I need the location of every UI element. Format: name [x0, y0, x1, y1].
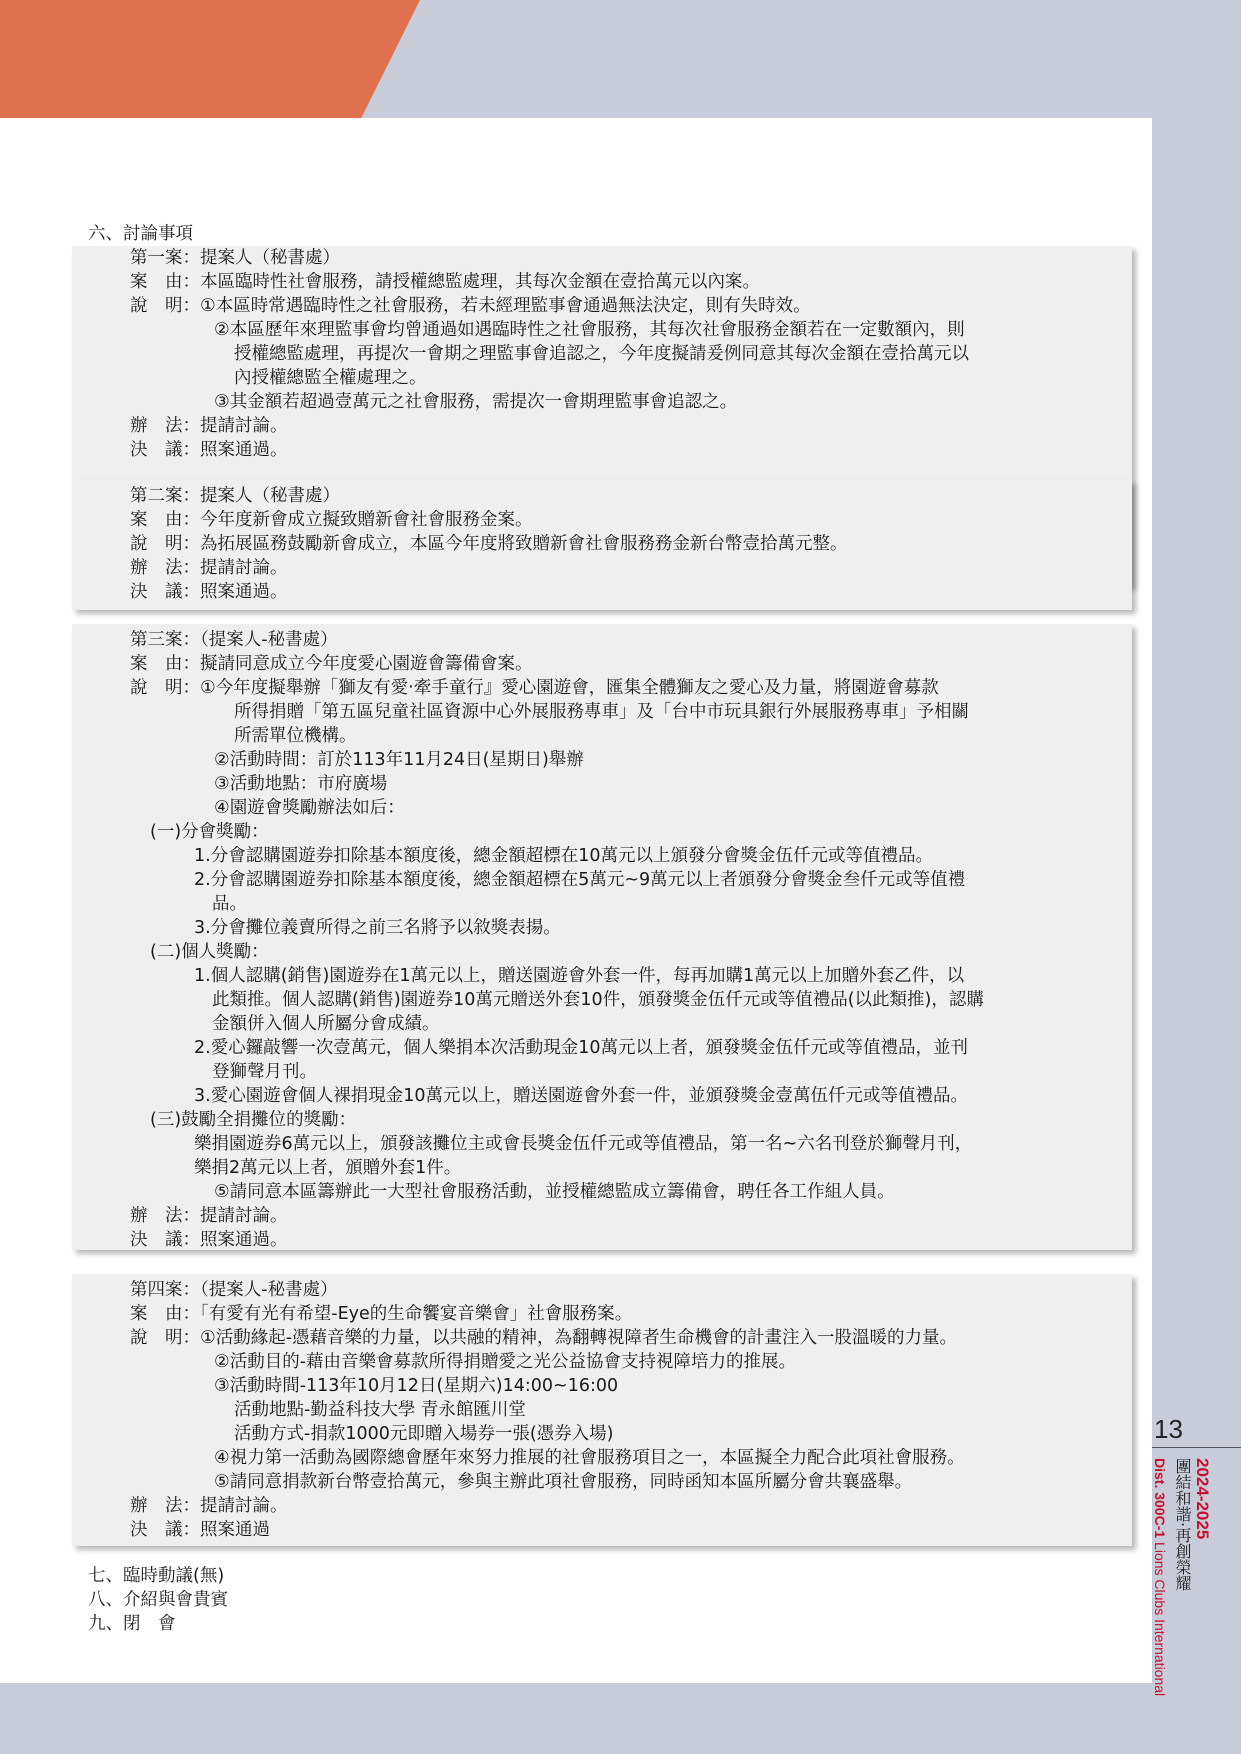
case-3-desc-5: ⑤請同意本區籌辦此一大型社會服務活動，並授權總監成立籌備會，聘任各工作組人員。 — [214, 1182, 895, 1202]
case-4-panel — [72, 1274, 1132, 1546]
case-3-resolution: 決 議：照案通過。 — [130, 1230, 288, 1250]
case-3-award-personal-3: 3.愛心園遊會個人裸捐現金10萬元以上，贈送園遊會外套一件，並頒發獎金壹萬伍仟元或等值禮品。 — [194, 1086, 968, 1106]
case-1-method: 辦 法：提請討論。 — [130, 416, 288, 436]
case-2-method: 辦 法：提請討論。 — [130, 558, 288, 578]
case-1-title: 第一案：提案人（秘書處） — [130, 248, 340, 268]
case-3-desc-4: ④園遊會獎勵辦法如后： — [214, 798, 405, 818]
case-3-desc-1-cont: 所得捐贈「第五區兒童社區資源中心外展服務專車」及「台中市玩具銀行外展服務專車」予相關 — [234, 702, 969, 722]
case-4-title: 第四案：（提案人-秘書處） — [130, 1280, 338, 1300]
section-heading-9: 九、閉 會 — [88, 1614, 176, 1634]
case-4-resolution: 決 議：照案通過 — [130, 1520, 270, 1540]
bottom-band — [0, 1683, 1241, 1754]
case-3-award-booth-1: 樂捐園遊券6萬元以上，頒發該攤位主或會長獎金伍仟元或等值禮品，第一名~六名刊登於獅聲月刊， — [194, 1134, 973, 1154]
case-3-award-personal-2-cont: 登獅聲月刊。 — [212, 1062, 317, 1082]
case-3-award-personal-1: 1.個人認購(銷售)園遊券在1萬元以上，贈送園遊會外套一件，每再加購1萬元以上加贈外套乙件，以 — [194, 966, 965, 986]
case-3-award-chapter-3: 3.分會攤位義賣所得之前三名將予以敘獎表揚。 — [194, 918, 561, 938]
case-1-desc-3: ③其金額若超過壹萬元之社會服務，需提次一會期理監事會追認之。 — [214, 392, 738, 412]
case-1-desc-2-cont2: 內授權總監全權處理之。 — [234, 368, 427, 388]
case-3-method: 辦 法：提請討論。 — [130, 1206, 288, 1226]
case-1-desc-2: ②本區歷年來理監事會均曾通過如遇臨時性之社會服務，其每次社會服務金額若在一定數額內，則 — [214, 320, 965, 340]
case-4-method: 辦 法：提請討論。 — [130, 1496, 288, 1516]
case-3-award-personal-1-cont2: 金額併入個人所屬分會成績。 — [212, 1014, 440, 1034]
page-number-rule — [1152, 1447, 1241, 1448]
case-1-resolution: 決 議：照案通過。 — [130, 440, 288, 460]
sidebar-district — [1152, 1458, 1168, 1696]
case-4-venue: 活動地點-勤益科技大學 青永館匯川堂 — [234, 1400, 526, 1420]
case-3-desc-3: ③活動地點：市府廣場 — [214, 774, 388, 794]
case-4-desc-4: ④視力第一活動為國際總會歷年來努力推展的社會服務項目之一，本區擬全力配合此項社會服務。 — [214, 1448, 965, 1468]
case-3-title: 第三案：（提案人-秘書處） — [130, 630, 338, 650]
case-2-title: 第二案：提案人（秘書處） — [130, 486, 340, 506]
case-4-desc-5: ⑤請同意捐款新台幣壹拾萬元，參與主辦此項社會服務，同時函知本區所屬分會共襄盛舉。 — [214, 1472, 913, 1492]
case-2-panel — [72, 480, 1132, 610]
case-3-award-personal-1-cont: 此類推。個人認購(銷售)園遊券10萬元贈送外套10件，頒發獎金伍仟元或等值禮品(以此類推)，認購 — [212, 990, 984, 1010]
orange-accent-shape — [0, 0, 420, 118]
case-4-admission: 活動方式-捐款1000元即贈入場券一張(憑券入場) — [234, 1424, 614, 1444]
case-1-desc-1: 說 明：①本區時常遇臨時性之社會服務，若未經理監事會通過無法決定，則有失時效。 — [130, 296, 811, 316]
sidebar-year: 2024-2025 — [1193, 1458, 1212, 1540]
case-3-panel — [72, 624, 1132, 1250]
case-2-reason: 案 由：今年度新會成立擬致贈新會社會服務金案。 — [130, 510, 533, 530]
case-3-award-chapter-1: 1.分會認購園遊券扣除基本額度後，總金額超標在10萬元以上頒發分會獎金伍仟元或等值禮品。 — [194, 846, 933, 866]
case-1-reason: 案 由：本區臨時性社會服務，請授權總監處理，其每次金額在壹拾萬元以內案。 — [130, 272, 760, 292]
case-3-award-personal-2: 2.愛心鑼敲響一次壹萬元，個人樂捐本次活動現金10萬元以上者，頒發獎金伍仟元或等值禮品，並刊 — [194, 1038, 968, 1058]
section-heading-7: 七、臨時動議(無) — [88, 1566, 225, 1586]
case-3-award-chapter: (一)分會獎勵： — [150, 822, 269, 842]
case-3-desc-1: 說 明：①今年度擬舉辦「獅友有愛‧牽手童行』愛心園遊會，匯集全體獅友之愛心及力量，將園遊會募款 — [130, 678, 939, 698]
case-4-desc-1: 說 明：①活動緣起-憑藉音樂的力量，以共融的精神，為翻轉視障者生命機會的計畫注入一股溫暖的力量。 — [130, 1328, 957, 1348]
case-4-desc-3: ③活動時間-113年10月12日(星期六)14:00~16:00 — [214, 1376, 619, 1396]
case-3-award-chapter-2: 2.分會認購園遊券扣除基本額度後，總金額超標在5萬元~9萬元以上者頒發分會獎金叁仟元或等值禮 — [194, 870, 966, 890]
case-3-desc-2: ②活動時間：訂於113年11月24日(星期日)舉辦 — [214, 750, 584, 770]
case-2-desc: 說 明：為拓展區務鼓勵新會成立，本區今年度將致贈新會社會服務務金新台幣壹拾萬元整。 — [130, 534, 848, 554]
case-3-award-personal: (二)個人獎勵： — [150, 942, 269, 962]
case-3-award-booth-2: 樂捐2萬元以上者，頒贈外套1件。 — [194, 1158, 462, 1178]
section-heading-8: 八、介紹與會貴賓 — [88, 1590, 228, 1610]
case-1-desc-2-cont: 授權總監處理，再提次一會期之理監事會追認之，今年度擬請爰例同意其每次金額在壹拾萬元以 — [234, 344, 969, 364]
case-4-reason: 案 由：「有愛有光有希望-Eye的生命饗宴音樂會」社會服務案。 — [130, 1304, 633, 1324]
case-3-desc-1-cont2: 所需單位機構。 — [234, 726, 357, 746]
case-3-award-chapter-2-cont: 品。 — [212, 894, 247, 914]
case-4-desc-2: ②活動目的-藉由音樂會募款所得捐贈愛之光公益協會支持視障培力的推展。 — [214, 1352, 797, 1372]
case-2-resolution: 決 議：照案通過。 — [130, 582, 288, 602]
sidebar-motto: 團結和諧‧再創榮耀 — [1173, 1458, 1190, 1592]
section-heading-6: 六、討論事項 — [88, 224, 193, 244]
page-number: 13 — [1154, 1414, 1183, 1444]
case-3-reason: 案 由：擬請同意成立今年度愛心園遊會籌備會案。 — [130, 654, 533, 674]
sidebar-district-code: Dist. 300C-1 — [1152, 1458, 1168, 1539]
case-3-award-booth: (三)鼓勵全捐攤位的獎勵： — [150, 1110, 357, 1130]
sidebar-district-org: Lions Clubs International — [1152, 1538, 1168, 1697]
